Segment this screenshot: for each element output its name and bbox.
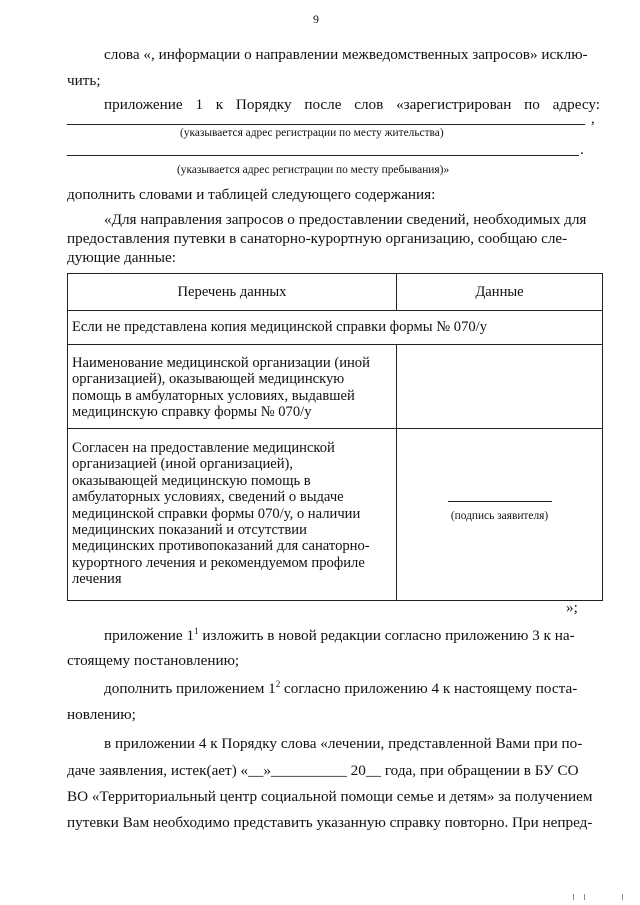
address-line-1-end: , [591,110,595,127]
scan-mark [622,894,623,900]
address-blank-line-1 [67,124,585,125]
data-table [67,273,603,601]
section-row-text: Если не представлена копия медицинской справки формы № 070/у [68,311,603,345]
table-closing-quote: »; [566,599,578,616]
paragraph-7-line-3: ВО «Территориальный центр социальной помощи семье и детям» за получением [67,788,593,805]
signature-line [448,501,552,502]
consent-label: Согласен на предоставление медицинской организацией (иной организацией), оказывающей медицинскую помощь в амбулаторных условиях, сведений о выдаче медицинской справки формы 070/у, о наличии медицинских показаний и отсутствии медицинских противопоказаний для санаторно- курортного лечения и рекомендуемом профиле лечения [68,429,397,601]
table-row [68,345,603,429]
paragraph-1-line-1: слова «, информации о направлении межведомственных запросов» исклю- [104,46,588,63]
medical-organization-name-value[interactable] [397,345,603,429]
medical-organization-name-label: Наименование медицинской организации (иной организацией), оказывающей медицинскую помощь в амбулаторных условиях, выдавшей медицинскую справку формы № 070/у [68,345,397,429]
paragraph-6-line-1: дополнить приложением $1^2$ согласно приложению 4 к настоящему поста- [104,679,578,697]
paragraph-7-line-2: даче заявления, истек(ает) «__»__________ 20__ года, при обращении в БУ СО [67,762,579,779]
address-blank-line-2 [67,155,579,156]
address-caption-1: (указывается адрес регистрации по месту жительства) [180,127,444,139]
paragraph-4-line-3: дующие данные: [67,249,176,266]
table-header-row [68,274,603,311]
paragraph-4-line-2: предоставления путевки в санаторно-курортную организацию, сообщаю сле- [67,230,568,247]
paragraph-2-line-1: приложение 1 к Порядку после слов «зарегистрирован по адресу: [104,96,600,113]
table-section-row [68,311,603,345]
signature-cell[interactable] [397,429,603,601]
paragraph-3: дополнить словами и таблицей следующего содержания: [67,186,436,203]
paragraph-1-line-2: чить; [67,72,101,89]
page-number: 9 [313,12,319,26]
paragraph-5-line-2: стоящему постановлению; [67,652,240,669]
column-header-data: Данные [397,274,603,311]
address-caption-2: (указывается адрес регистрации по месту пребывания)» [177,164,450,176]
paragraph-7-line-1: в приложении 4 к Порядку слова «лечении, представленной Вами при по- [104,735,583,752]
table-row [68,429,603,601]
paragraph-7-line-4: путевки Вам необходимо представить указанную справку повторно. При непред- [67,814,593,831]
paragraph-6-line-2: новлению; [67,706,136,723]
paragraph-5-line-1: приложение $1^1$ изложить в новой редакции согласно приложению 3 к на- [104,626,575,644]
scan-mark [573,894,585,900]
signature-caption: (подпись заявителя) [450,510,549,522]
paragraph-4-line-1: «Для направления запросов о предоставлении сведений, необходимых для [104,211,587,228]
column-header-data-list: Перечень данных [68,274,397,311]
address-line-2-end: . [580,141,584,158]
